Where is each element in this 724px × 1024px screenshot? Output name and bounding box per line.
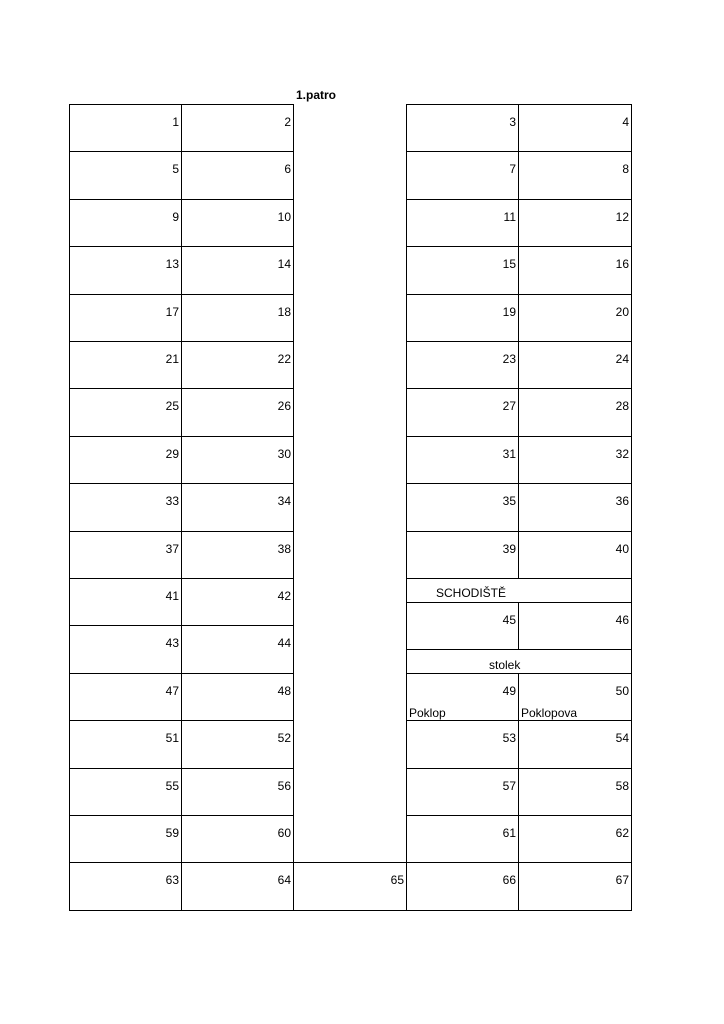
seat-number: 50 [615, 684, 629, 698]
desk-39[interactable] [406, 531, 519, 579]
desk-13[interactable] [69, 246, 182, 295]
seat-number: 41 [165, 589, 179, 603]
desk-3[interactable] [406, 104, 519, 152]
seat-number: 9 [172, 210, 179, 224]
desk-49[interactable] [406, 673, 519, 721]
desk-38[interactable] [181, 531, 294, 579]
desk-25[interactable] [69, 388, 182, 437]
desk-40[interactable] [518, 531, 632, 579]
seat-number: 25 [165, 399, 179, 413]
seat-number: 44 [277, 636, 291, 650]
desk-33[interactable] [69, 483, 182, 532]
desk-9[interactable] [69, 199, 182, 247]
seat-number: 56 [277, 779, 291, 793]
seat-number: 17 [165, 305, 179, 319]
seat-number: 31 [502, 447, 516, 461]
seat-number: 10 [277, 210, 291, 224]
seat-number: 30 [277, 447, 291, 461]
seat-number: 33 [165, 494, 179, 508]
desk-66[interactable] [406, 862, 519, 911]
desk-53[interactable] [406, 720, 519, 769]
seat-number: 52 [277, 731, 291, 745]
desk-56[interactable] [181, 768, 294, 816]
desk-28[interactable] [518, 388, 632, 437]
desk-48[interactable] [181, 673, 294, 721]
desk-65[interactable] [293, 862, 407, 911]
desk-62[interactable] [518, 815, 632, 863]
seat-number: 63 [165, 873, 179, 887]
seat-number: 2 [284, 115, 291, 129]
desk-64[interactable] [181, 862, 294, 911]
seat-number: 22 [277, 352, 291, 366]
desk-58[interactable] [518, 768, 632, 816]
seat-number: 19 [502, 305, 516, 319]
desk-15[interactable] [406, 246, 519, 295]
table-area [406, 649, 632, 674]
seat-number: 39 [502, 542, 516, 556]
desk-57[interactable] [406, 768, 519, 816]
seat-number: 16 [615, 257, 629, 271]
seat-number: 55 [165, 779, 179, 793]
desk-55[interactable] [69, 768, 182, 816]
page-title: 1.patro [296, 88, 337, 102]
desk-45[interactable] [406, 602, 519, 650]
seat-number: 57 [502, 779, 516, 793]
desk-21[interactable] [69, 341, 182, 389]
desk-63[interactable] [69, 862, 182, 911]
desk-29[interactable] [69, 436, 182, 484]
seat-number: 26 [277, 399, 291, 413]
seat-number: 4 [622, 115, 629, 129]
desk-10[interactable] [181, 199, 294, 247]
seat-number: 1 [172, 115, 179, 129]
desk-36[interactable] [518, 483, 632, 532]
stairs-label: SCHODIŠTĚ [436, 586, 507, 600]
seat-number: 51 [165, 731, 179, 745]
stairs-area [406, 578, 632, 603]
seat-number: 14 [277, 257, 291, 271]
desk-12[interactable] [518, 199, 632, 247]
seat-number: 64 [277, 873, 291, 887]
seat-number: 24 [615, 352, 629, 366]
desk-5[interactable] [69, 151, 182, 200]
seat-number: 43 [165, 636, 179, 650]
seat-number: 6 [284, 162, 291, 176]
desk-67[interactable] [518, 862, 632, 911]
desk-50[interactable] [518, 673, 632, 721]
seat-number: 36 [615, 494, 629, 508]
desk-1[interactable] [69, 104, 182, 152]
desk-24[interactable] [518, 341, 632, 389]
seat-number: 61 [502, 826, 516, 840]
seat-number: 60 [277, 826, 291, 840]
seat-number: 13 [165, 257, 179, 271]
seat-number: 58 [615, 779, 629, 793]
seat-number: 21 [165, 352, 179, 366]
seat-number: 40 [615, 542, 629, 556]
seat-number: 62 [615, 826, 629, 840]
seat-number: 20 [615, 305, 629, 319]
desk-47[interactable] [69, 673, 182, 721]
desk-61[interactable] [406, 815, 519, 863]
desk-34[interactable] [181, 483, 294, 532]
desk-7[interactable] [406, 151, 519, 200]
seat-number: 5 [172, 162, 179, 176]
desk-22[interactable] [181, 341, 294, 389]
desk-2[interactable] [181, 104, 294, 152]
seat-number: 35 [502, 494, 516, 508]
desk-60[interactable] [181, 815, 294, 863]
seat-number: 65 [390, 873, 404, 887]
seat-number: 67 [615, 873, 629, 887]
seat-number: 42 [277, 589, 291, 603]
desk-52[interactable] [181, 720, 294, 769]
desk-46[interactable] [518, 602, 632, 650]
seat-number: 48 [277, 684, 291, 698]
seat-number: 28 [615, 399, 629, 413]
desk-31[interactable] [406, 436, 519, 484]
desk-4[interactable] [518, 104, 632, 152]
desk-37[interactable] [69, 531, 182, 579]
desk-6[interactable] [181, 151, 294, 200]
desk-19[interactable] [406, 294, 519, 342]
seat-number: 45 [502, 613, 516, 627]
seat-number: 66 [502, 873, 516, 887]
desk-54[interactable] [518, 720, 632, 769]
seat-number: 49 [502, 684, 516, 698]
desk-30[interactable] [181, 436, 294, 484]
seat-number: 32 [615, 447, 629, 461]
desk-11[interactable] [406, 199, 519, 247]
desk-14[interactable] [181, 246, 294, 295]
seat-number: 29 [165, 447, 179, 461]
desk-16[interactable] [518, 246, 632, 295]
desk-32[interactable] [518, 436, 632, 484]
seat-number: 34 [277, 494, 291, 508]
desk-51[interactable] [69, 720, 182, 769]
seat-number: 11 [503, 210, 516, 224]
seat-number: 23 [502, 352, 516, 366]
seat-number: 15 [502, 257, 516, 271]
seat-number: 7 [509, 162, 516, 176]
seat-number: 46 [615, 613, 629, 627]
desk-41[interactable] [69, 578, 182, 626]
desk-8[interactable] [518, 151, 632, 200]
desk-23[interactable] [406, 341, 519, 389]
seat-number: 8 [622, 162, 629, 176]
desk-35[interactable] [406, 483, 519, 532]
desk-27[interactable] [406, 388, 519, 437]
seat-number: 59 [165, 826, 179, 840]
occupant-name: Poklop [409, 706, 446, 720]
desk-18[interactable] [181, 294, 294, 342]
desk-43[interactable] [69, 625, 182, 674]
desk-59[interactable] [69, 815, 182, 863]
table-label: stolek [489, 658, 521, 672]
seat-number: 27 [502, 399, 516, 413]
seat-number: 12 [615, 210, 629, 224]
desk-20[interactable] [518, 294, 632, 342]
seat-number: 53 [502, 731, 516, 745]
seat-number: 38 [277, 542, 291, 556]
desk-26[interactable] [181, 388, 294, 437]
seat-number: 3 [509, 115, 516, 129]
desk-44[interactable] [181, 625, 294, 674]
seat-number: 54 [615, 731, 629, 745]
desk-42[interactable] [181, 578, 294, 626]
seat-number: 47 [165, 684, 179, 698]
seat-number: 18 [277, 305, 291, 319]
desk-17[interactable] [69, 294, 182, 342]
seat-number: 37 [165, 542, 179, 556]
occupant-name: Poklopova [521, 706, 578, 720]
